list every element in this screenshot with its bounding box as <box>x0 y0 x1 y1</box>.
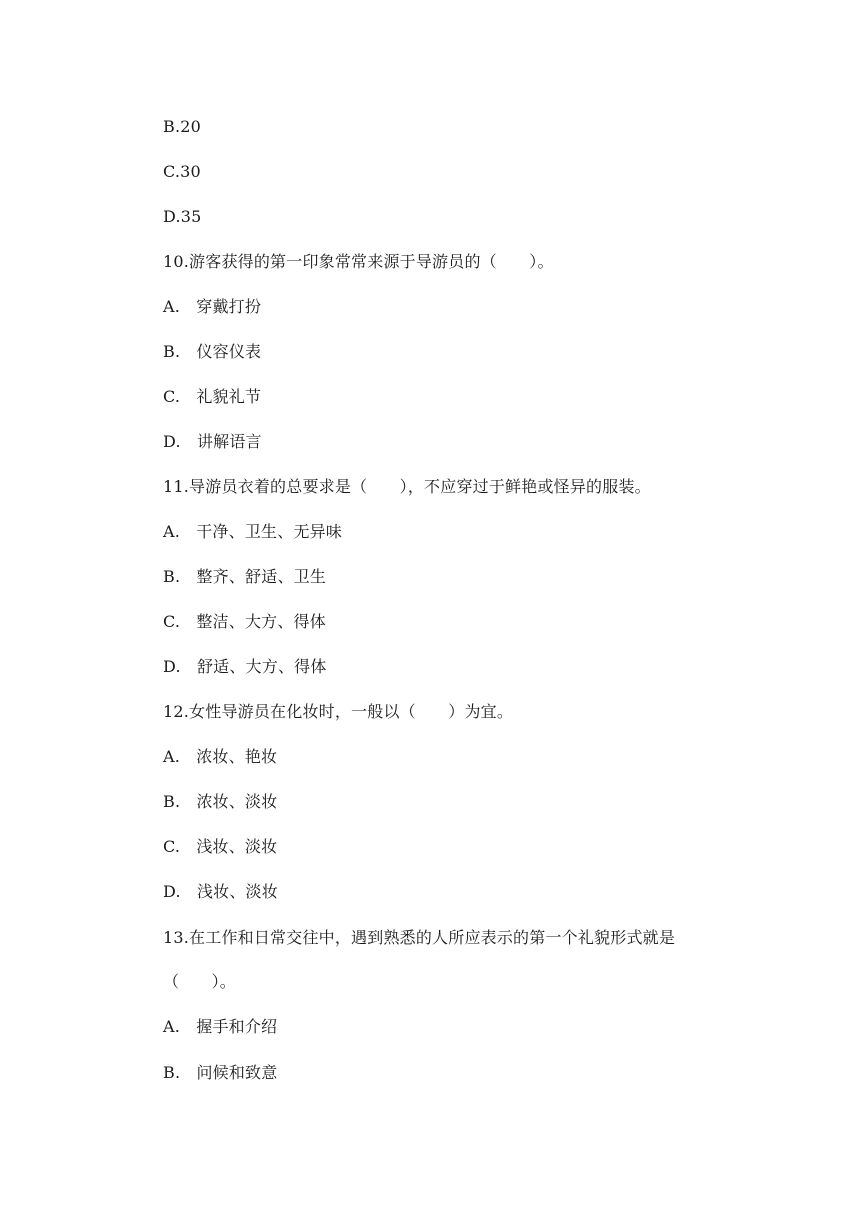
option-b-q9: B.20 <box>163 117 202 136</box>
option-a-q12: A. 浓妆、艳妆 <box>163 747 278 766</box>
option-a-q10: A. 穿戴打扮 <box>163 297 262 316</box>
option-b-q10: B. 仪容仪表 <box>163 342 262 361</box>
question-13: 13.在工作和日常交往中，遇到熟悉的人所应表示的第一个礼貌形式就是 <box>163 928 676 947</box>
option-d-q11: D. 舒适、大方、得体 <box>163 657 327 676</box>
option-c-q10: C. 礼貌礼节 <box>163 387 262 406</box>
question-12: 12.女性导游员在化妆时，一般以（ ）为宜。 <box>163 702 514 721</box>
option-b-q12: B. 浓妆、淡妆 <box>163 792 278 811</box>
option-c-q11: C. 整洁、大方、得体 <box>163 612 326 631</box>
option-c-q12: C. 浅妆、淡妆 <box>163 837 278 856</box>
option-d-q12: D. 浅妆、淡妆 <box>163 882 278 901</box>
option-b-q13: B. 问候和致意 <box>163 1063 278 1082</box>
option-a-q11: A. 干净、卫生、无异味 <box>163 522 343 541</box>
option-a-q13: A. 握手和介绍 <box>163 1017 278 1036</box>
question-11: 11.导游员衣着的总要求是（ ），不应穿过于鲜艳或怪异的服装。 <box>163 477 651 496</box>
option-d-q10: D. 讲解语言 <box>163 432 262 451</box>
option-c-q9: C.30 <box>163 162 201 181</box>
option-d-q9: D.35 <box>163 207 202 226</box>
option-b-q11: B. 整齐、舒适、卫生 <box>163 567 327 586</box>
question-10: 10.游客获得的第一印象常常来源于导游员的（ ）。 <box>163 252 554 271</box>
question-13-continued: （ ）。 <box>163 972 237 991</box>
